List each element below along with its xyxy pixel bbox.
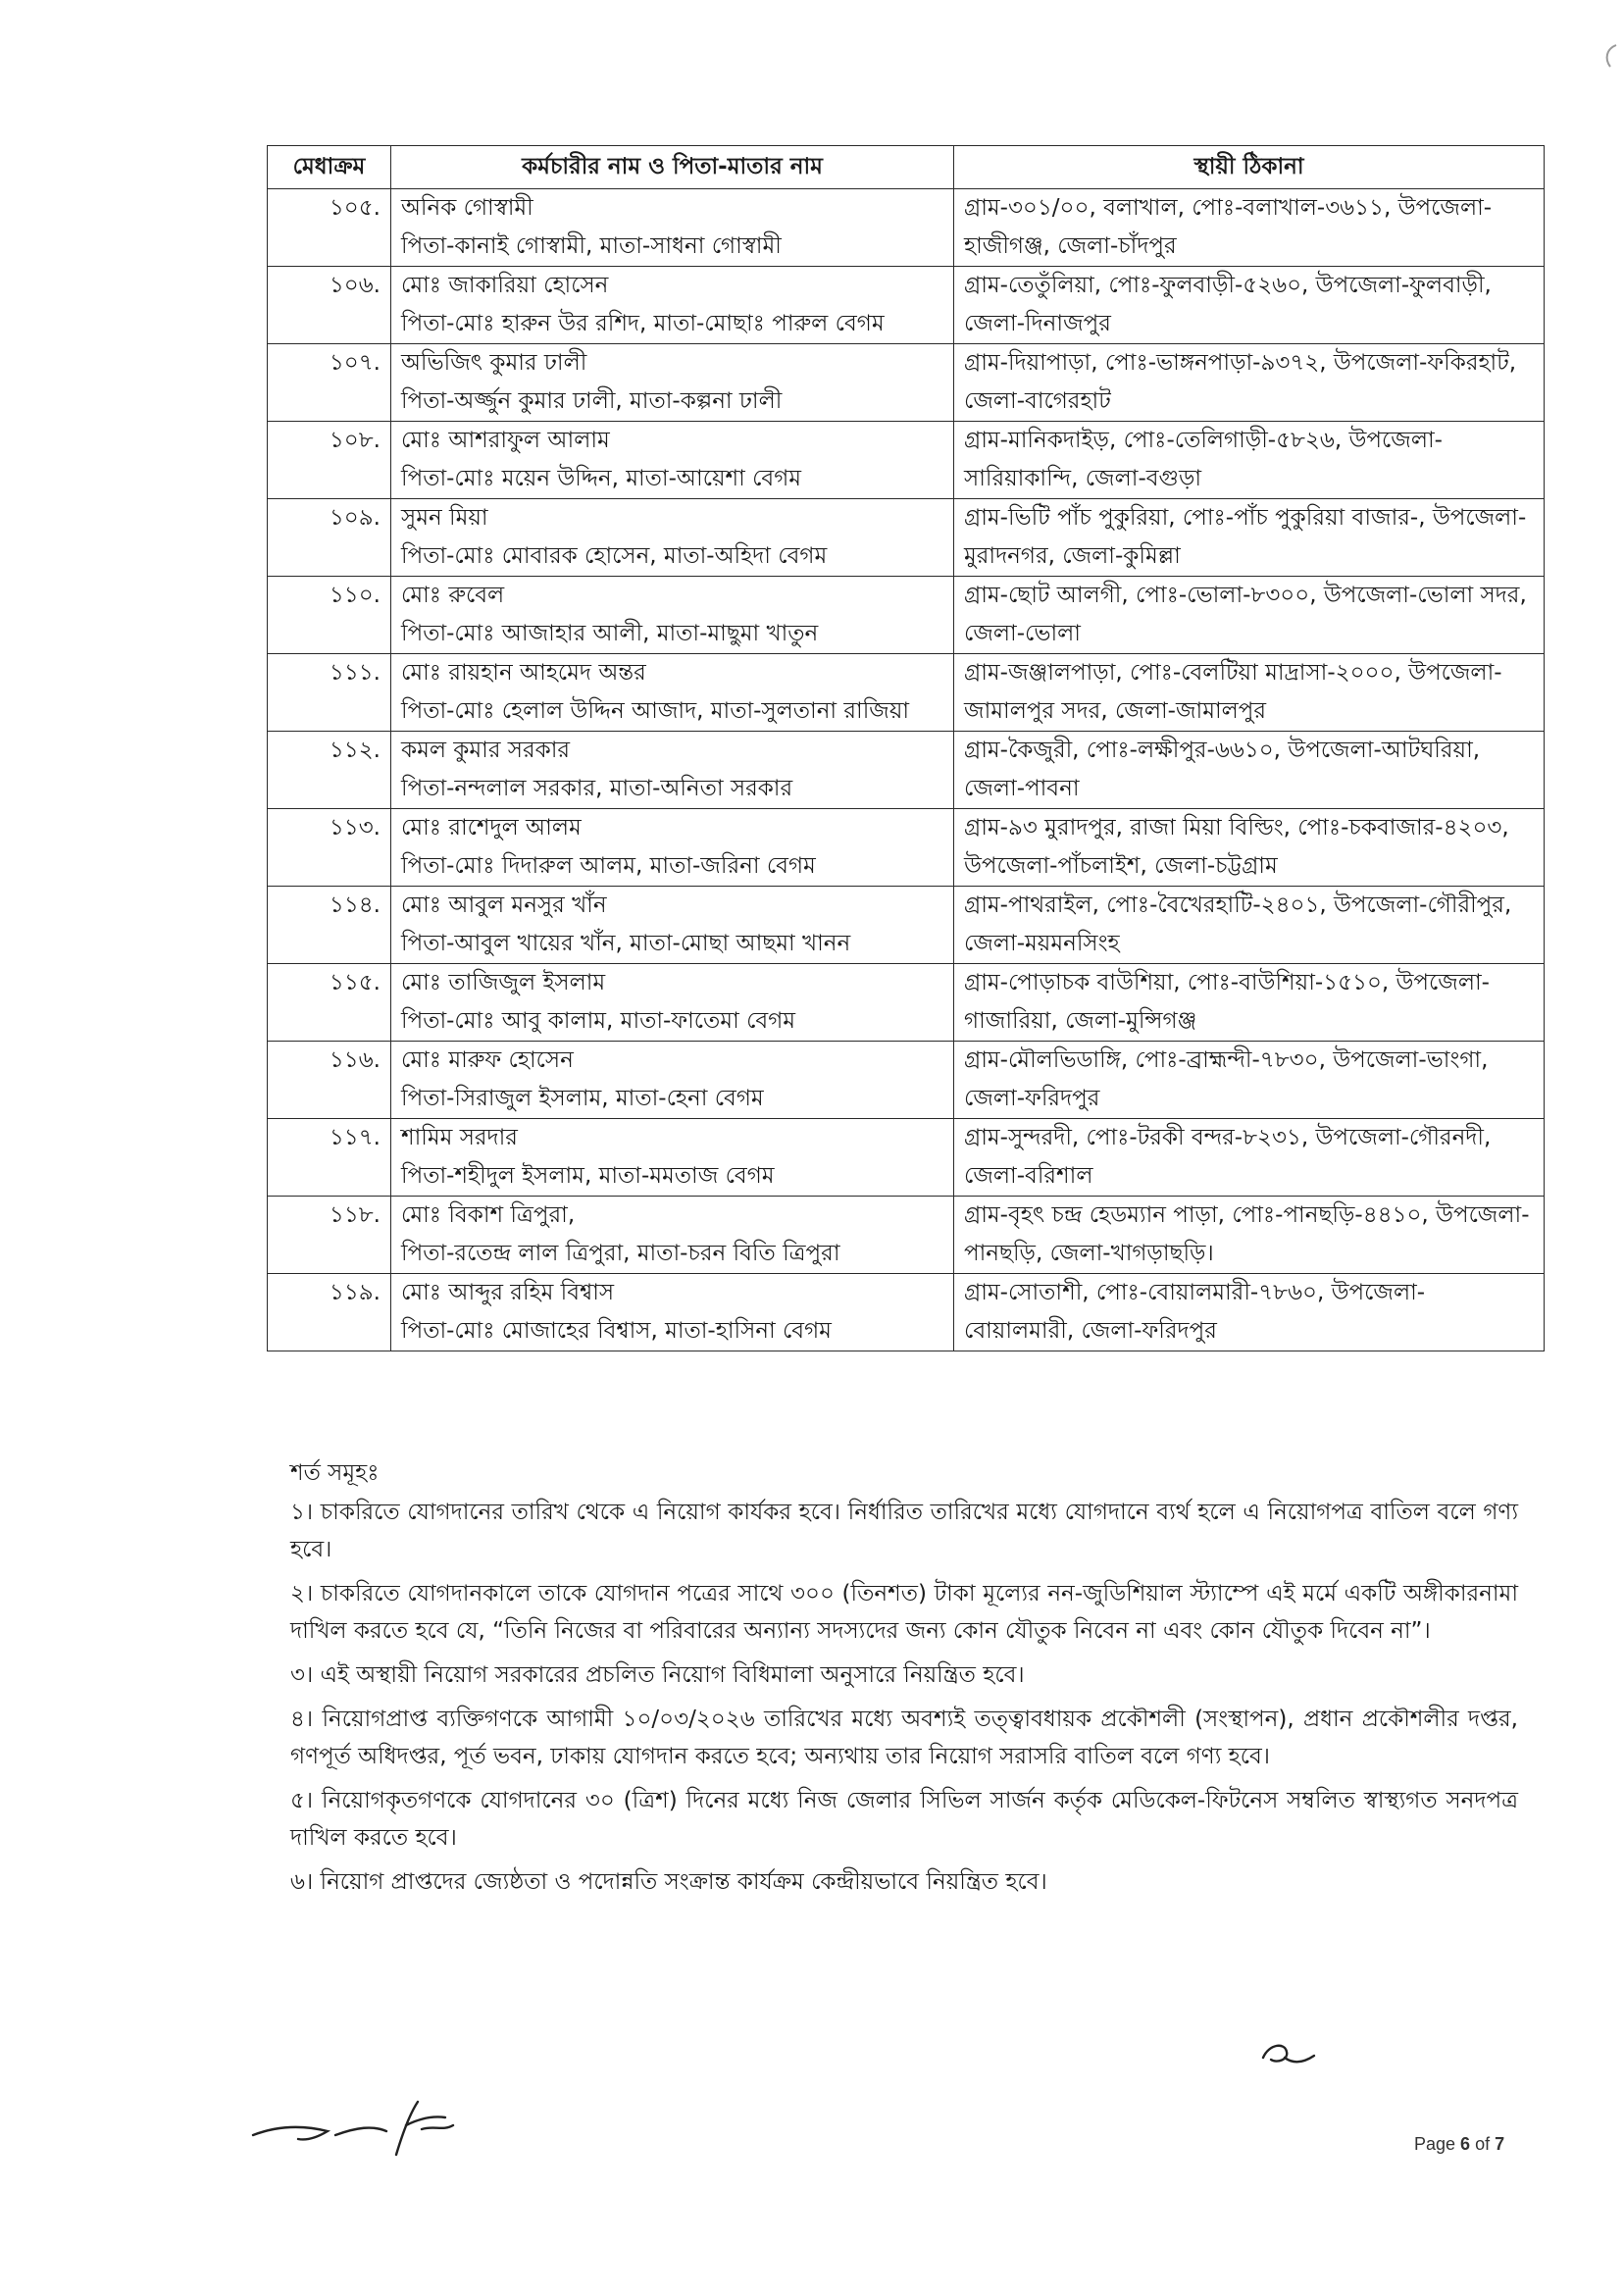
parents-name: পিতা-মোঃ হারুন উর রশিদ, মাতা-মোছাঃ পারুল বেগম: [401, 311, 885, 336]
employee-name: মোঃ আব্দুর রহিম বিশ্বাস: [401, 1280, 615, 1305]
parents-name: পিতা-মোঃ হেলাল উদ্দিন আজাদ, মাতা-সুলতানা রাজিয়া: [401, 698, 910, 724]
parents-name: পিতা-মোঃ মোজাহের বিশ্বাস, মাতা-হাসিনা বেগম: [401, 1318, 832, 1344]
parents-name: পিতা-কানাই গোস্বামী, মাতা-সাধনা গোস্বামী: [401, 233, 782, 259]
employee-cell: [391, 422, 954, 499]
table-row: [268, 809, 1545, 887]
employee-name: অভিজিৎ কুমার ঢালী: [401, 350, 587, 376]
page-prefix: Page: [1414, 2134, 1461, 2154]
merit-serial: ১০৭.: [268, 344, 391, 422]
permanent-address: গ্রাম-মৌলভিডাঙ্গি, পোঃ-ব্রাহ্মন্দী-৭৮৩০, উপজেলা-ভাংগা, জেলা-ফরিদপুর: [954, 1042, 1545, 1119]
table-row: [268, 267, 1545, 344]
merit-serial: ১০৫.: [268, 189, 391, 267]
employee-cell: [391, 577, 954, 654]
merit-serial: ১১৮.: [268, 1197, 391, 1274]
condition-item: ৬। নিয়োগ প্রাপ্তদের জ্যেষ্ঠতা ও পদোন্নতি সংক্রান্ত কার্যক্রম কেন্দ্রীয়ভাবে নিয়ন্ত্রিত হবে।: [290, 1869, 1047, 1895]
employee-name: মোঃ বিকাশ ত্রিপুরা,: [401, 1202, 576, 1228]
parents-name: পিতা-মোঃ মোবারক হোসেন, মাতা-অহিদা বেগম: [401, 543, 828, 569]
initial-signature: [1259, 2038, 1318, 2073]
permanent-address: গ্রাম-পাথরাইল, পোঃ-বৈখেরহাটি-২৪০১, উপজেলা-গৌরীপুর, জেলা-ময়মনসিংহ: [954, 887, 1545, 964]
employee-cell: [391, 887, 954, 964]
page-number: [1414, 2134, 1504, 2155]
parents-name: পিতা-মোঃ ময়েন উদ্দিন, মাতা-আয়েশা বেগম: [401, 466, 802, 491]
condition-item: ৫। নিয়োগকৃতগণকে যোগদানের ৩০ (ত্রিশ) দিনের মধ্যে নিজ জেলার সিভিল সার্জন কর্তৃক মেডিকেল-ফিটনেস সম্বলিত স্বাস্থ্যগত সনদপত্র দাখিল করতে হবে।: [290, 1788, 1518, 1851]
employee-cell: [391, 267, 954, 344]
table-row: [268, 732, 1545, 809]
page-separator: of: [1470, 2134, 1496, 2154]
employee-cell: [391, 1119, 954, 1197]
condition-item: ৩। এই অস্থায়ী নিয়োগ সরকারের প্রচলিত নিয়োগ বিধিমালা অনুসারে নিয়ন্ত্রিত হবে।: [290, 1662, 1025, 1688]
parents-name: পিতা-আবুল খায়ের খাঁন, মাতা-মোছা আছমা খানন: [401, 931, 851, 956]
permanent-address: গ্রাম-মানিকদাইড়, পোঃ-তেলিগাড়ী-৫৮২৬, উপজেলা-সারিয়াকান্দি, জেলা-বগুড়া: [954, 422, 1545, 499]
table-row: [268, 654, 1545, 732]
table-row: [268, 422, 1545, 499]
merit-serial: ১০৯.: [268, 499, 391, 577]
permanent-address: গ্রাম-সুন্দরদী, পোঃ-টরকী বন্দর-৮২৩১, উপজেলা-গৌরনদী, জেলা-বরিশাল: [954, 1119, 1545, 1197]
employee-cell: [391, 809, 954, 887]
merit-serial: ১১৪.: [268, 887, 391, 964]
merit-serial: ১১২.: [268, 732, 391, 809]
parents-name: পিতা-রতেন্দ্র লাল ত্রিপুরা, মাতা-চরন বিতি ত্রিপুরা: [401, 1241, 840, 1266]
margin-mark: [1600, 41, 1620, 71]
parents-name: পিতা-সিরাজুল ইসলাম, মাতা-হেনা বেগম: [401, 1086, 764, 1111]
table-row: [268, 1197, 1545, 1274]
table-row: [268, 887, 1545, 964]
employee-name: সুমন মিয়া: [401, 505, 488, 531]
header-address: স্থায়ী ঠিকানা: [954, 146, 1545, 189]
permanent-address: গ্রাম-জঞ্জালপাড়া, পোঃ-বেলটিয়া মাদ্রাসা-২০০০, উপজেলা-জামালপুর সদর, জেলা-জামালপুর: [954, 654, 1545, 732]
employee-name: অনিক গোস্বামী: [401, 195, 533, 221]
header-serial: মেধাক্রম: [268, 146, 391, 189]
conditions-section: [290, 1454, 1518, 1908]
merit-serial: ১১৩.: [268, 809, 391, 887]
employee-name: মোঃ মারুফ হোসেন: [401, 1047, 574, 1073]
employee-name: মোঃ জাকারিয়া হোসেন: [401, 273, 609, 298]
merit-serial: ১১১.: [268, 654, 391, 732]
table-header-row: [268, 146, 1545, 189]
table-row: [268, 1042, 1545, 1119]
header-name: কর্মচারীর নাম ও পিতা-মাতার নাম: [391, 146, 954, 189]
table-row: [268, 499, 1545, 577]
parents-name: পিতা-মোঃ আজাহার আলী, মাতা-মাছুমা খাতুন: [401, 621, 819, 646]
conditions-title: শর্ত সমূহঃ: [290, 1460, 380, 1486]
employee-cell: [391, 499, 954, 577]
permanent-address: গ্রাম-সোতাশী, পোঃ-বোয়ালমারী-৭৮৬০, উপজেলা-বোয়ালমারী, জেলা-ফরিদপুর: [954, 1274, 1545, 1351]
table-row: [268, 964, 1545, 1042]
employee-cell: [391, 1274, 954, 1351]
employee-name: কমল কুমার সরকার: [401, 738, 571, 763]
merit-serial: ১০৬.: [268, 267, 391, 344]
merit-serial: ১১০.: [268, 577, 391, 654]
condition-item: ৪। নিয়োগপ্রাপ্ত ব্যক্তিগণকে আগামী ১০/০৩/২০২৬ তারিখের মধ্যে অবশ্যই তত্ত্বাবধায়ক প্রকৌশলী (সংস্থাপন), প্রধান প্রকৌশলীর দপ্তর, গণপূর্ত অধিদপ্তর, পূর্ত ভবন, ঢাকায় যোগদান করতে হবে; অন্যথায় তার নিয়োগ সরাসরি বাতিল বলে গণ্য হবে।: [290, 1707, 1518, 1769]
employee-cell: [391, 1197, 954, 1274]
permanent-address: গ্রাম-তেতুঁলিয়া, পোঃ-ফুলবাড়ী-৫২৬০, উপজেলা-ফুলবাড়ী, জেলা-দিনাজপুর: [954, 267, 1545, 344]
table-row: [268, 344, 1545, 422]
permanent-address: গ্রাম-পোড়াচক বাউশিয়া, পোঃ-বাউশিয়া-১৫১০, উপজেলা-গাজারিয়া, জেলা-মুন্সিগঞ্জ: [954, 964, 1545, 1042]
employee-cell: [391, 732, 954, 809]
officer-signature: [249, 2096, 484, 2165]
merit-serial: ১১৯.: [268, 1274, 391, 1351]
employee-cell: [391, 1042, 954, 1119]
employee-name: মোঃ তাজিজুল ইসলাম: [401, 970, 606, 995]
table-row: [268, 1119, 1545, 1197]
employee-name: মোঃ রাশেদুল আলম: [401, 815, 582, 841]
merit-serial: ১১৫.: [268, 964, 391, 1042]
table-row: [268, 189, 1545, 267]
permanent-address: গ্রাম-৯৩ মুরাদপুর, রাজা মিয়া বিল্ডিং, পোঃ-চকবাজার-৪২০৩, উপজেলা-পাঁচলাইশ, জেলা-চট্টগ্রাম: [954, 809, 1545, 887]
permanent-address: গ্রাম-দিয়াপাড়া, পোঃ-ভাঙ্গনপাড়া-৯৩৭২, উপজেলা-ফকিরহাট, জেলা-বাগেরহাট: [954, 344, 1545, 422]
employee-cell: [391, 189, 954, 267]
merit-list-table: [267, 145, 1545, 1351]
parents-name: পিতা-মোঃ দিদারুল আলম, মাতা-জরিনা বেগম: [401, 853, 816, 879]
permanent-address: গ্রাম-ভিটি পাঁচ পুকুরিয়া, পোঃ-পাঁচ পুকুরিয়া বাজার-, উপজেলা-মুরাদনগর, জেলা-কুমিল্লা: [954, 499, 1545, 577]
table-row: [268, 1274, 1545, 1351]
employee-name: মোঃ রুবেল: [401, 583, 505, 608]
table-row: [268, 577, 1545, 654]
parents-name: পিতা-নন্দলাল সরকার, মাতা-অনিতা সরকার: [401, 776, 793, 801]
permanent-address: গ্রাম-ছোট আলগী, পোঃ-ভোলা-৮৩০০, উপজেলা-ভোলা সদর, জেলা-ভোলা: [954, 577, 1545, 654]
permanent-address: গ্রাম-বৃহৎ চন্দ্র হেডম্যান পাড়া, পোঃ-পানছড়ি-৪৪১০, উপজেলা-পানছড়ি, জেলা-খাগড়াছড়ি।: [954, 1197, 1545, 1274]
permanent-address: গ্রাম-কৈজুরী, পোঃ-লক্ষীপুর-৬৬১০, উপজেলা-আটঘরিয়া, জেলা-পাবনা: [954, 732, 1545, 809]
merit-serial: ১০৮.: [268, 422, 391, 499]
parents-name: পিতা-অর্জ্জুন কুমার ঢালী, মাতা-কল্পনা ঢালী: [401, 388, 783, 414]
table-body: [268, 189, 1545, 1351]
parents-name: পিতা-মোঃ আবু কালাম, মাতা-ফাতেমা বেগম: [401, 1008, 796, 1034]
employee-cell: [391, 964, 954, 1042]
page-current: 6: [1460, 2134, 1471, 2154]
employee-name: মোঃ রায়হান আহমেদ অন্তর: [401, 660, 646, 686]
merit-serial: ১১৭.: [268, 1119, 391, 1197]
employee-name: মোঃ আশরাফুল আলাম: [401, 428, 610, 453]
permanent-address: গ্রাম-৩০১/০০, বলাখাল, পোঃ-বলাখাল-৩৬১১, উপজেলা-হাজীগঞ্জ, জেলা-চাঁদপুর: [954, 189, 1545, 267]
condition-item: ২। চাকরিতে যোগদানকালে তাকে যোগদান পত্রের সাথে ৩০০ (তিনশত) টাকা মূল্যের নন-জুডিশিয়াল স্ট্যাম্পে এই মর্মে একটি অঙ্গীকারনামা দাখিল করতে হবে যে, “তিনি নিজের বা পরিবারের অন্যান্য সদস্যদের জন্য কোন যৌতুক নিবেন না এবং কোন যৌতুক দিবেন না”।: [290, 1581, 1518, 1644]
page-total: 7: [1495, 2134, 1505, 2154]
condition-item: ১। চাকরিতে যোগদানের তারিখ থেকে এ নিয়োগ কার্যকর হবে। নির্ধারিত তারিখের মধ্যে যোগদানে ব্যর্থ হলে এ নিয়োগপত্র বাতিল বলে গণ্য হবে।: [290, 1500, 1518, 1562]
parents-name: পিতা-শহীদুল ইসলাম, মাতা-মমতাজ বেগম: [401, 1163, 775, 1189]
employee-name: শামিম সরদার: [401, 1125, 518, 1150]
employee-cell: [391, 344, 954, 422]
merit-serial: ১১৬.: [268, 1042, 391, 1119]
employee-name: মোঃ আবুল মনসুর খাঁন: [401, 892, 607, 918]
employee-cell: [391, 654, 954, 732]
